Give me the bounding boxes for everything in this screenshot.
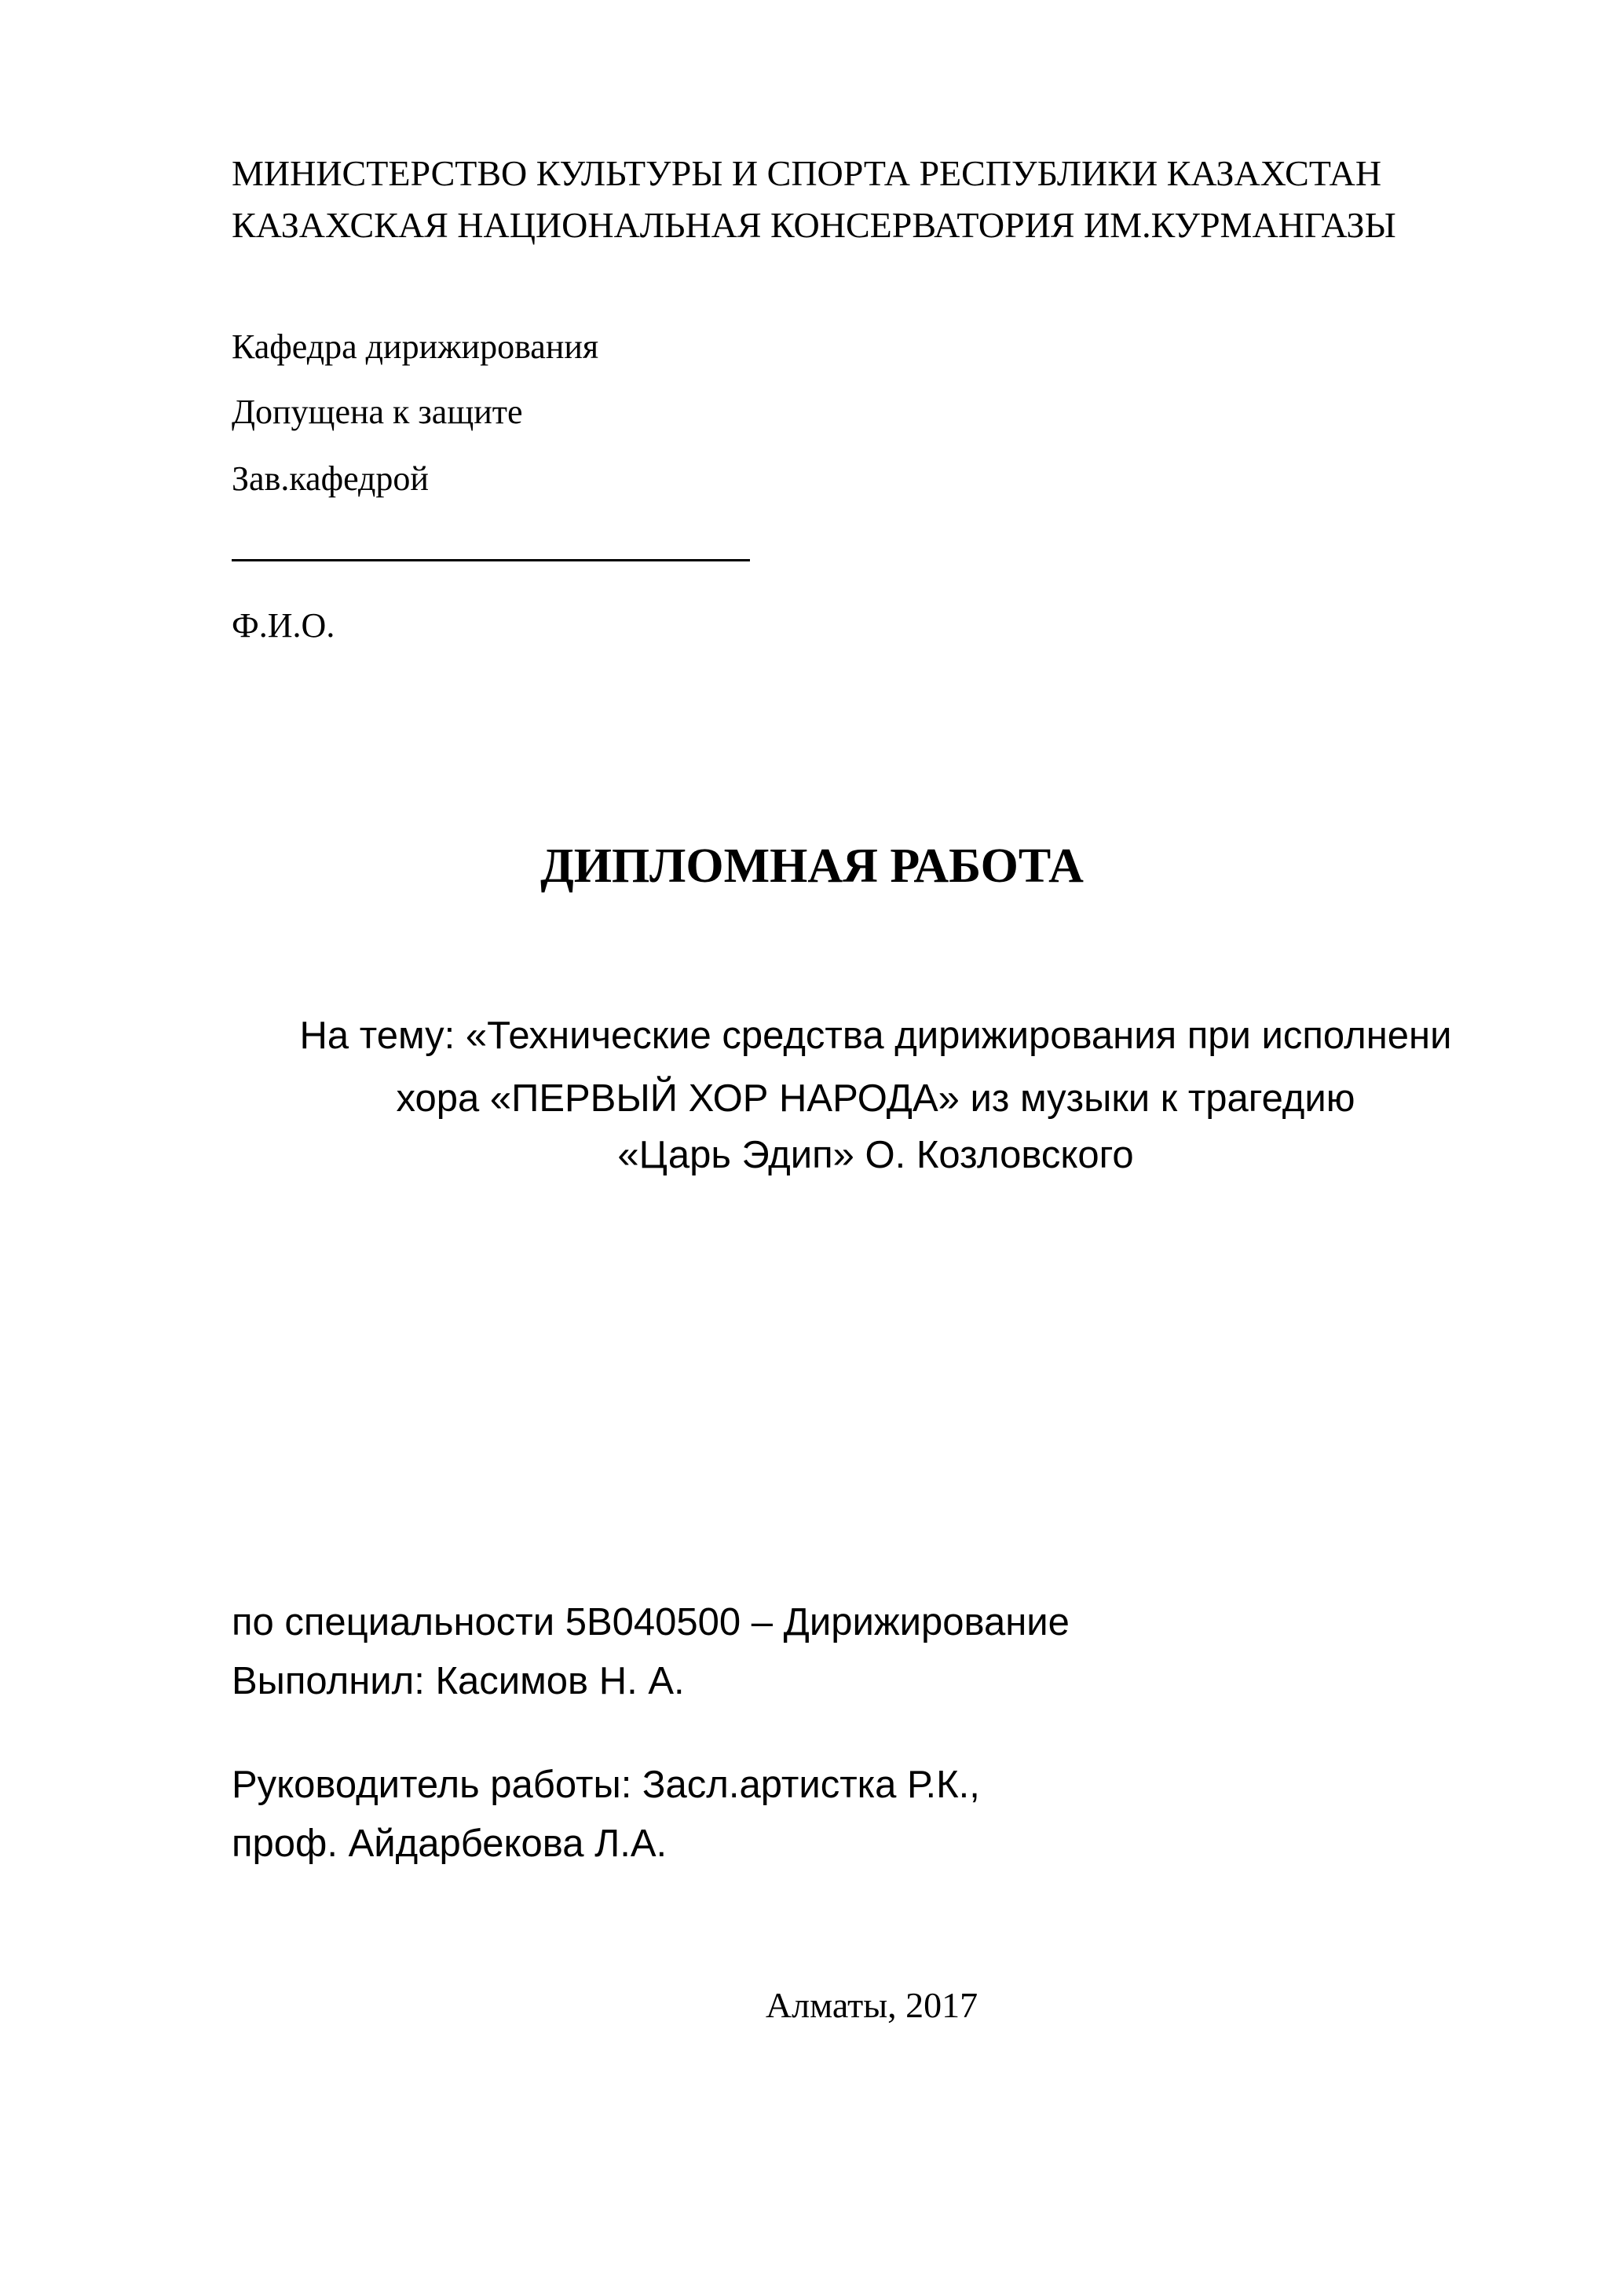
ministry-name: МИНИСТЕРСТВО КУЛЬТУРЫ И СПОРТА РЕСПУБЛИКИ КАЗАХСТАН <box>232 153 1382 193</box>
supervisor-line-2: проф. Айдарбекова Л.А. <box>232 1823 668 1865</box>
institution-name: КАЗАХСКАЯ НАЦИОНАЛЬНАЯ КОНСЕРВАТОРИЯ ИМ.КУРМАНГАЗЫ <box>232 205 1396 245</box>
topic-line-1: На тему: «Технические средства дирижирования при исполнени <box>299 1015 1452 1057</box>
topic-line-3: «Царь Эдип» О. Козловского <box>617 1134 1134 1176</box>
document-title: ДИПЛОМНАЯ РАБОТА <box>540 839 1084 893</box>
admitted-label: Допущена к защите <box>232 393 523 431</box>
signature-line <box>232 559 750 561</box>
specialty-line: по специальности 5В040500 – Дирижирование <box>232 1601 1070 1643</box>
name-placeholder: Ф.И.О. <box>232 606 335 645</box>
supervisor-line-1: Руководитель работы: Засл.артистка Р.К., <box>232 1764 980 1806</box>
author-line: Выполнил: Касимов Н. А. <box>232 1660 685 1702</box>
city-year: Алматы, 2017 <box>765 1985 978 2025</box>
topic-line-2: хора «ПЕРВЫЙ ХОР НАРОДА» из музыки к трагедию <box>396 1077 1355 1120</box>
department-label: Кафедра дирижирования <box>232 327 599 366</box>
head-label: Зав.кафедрой <box>232 459 429 498</box>
